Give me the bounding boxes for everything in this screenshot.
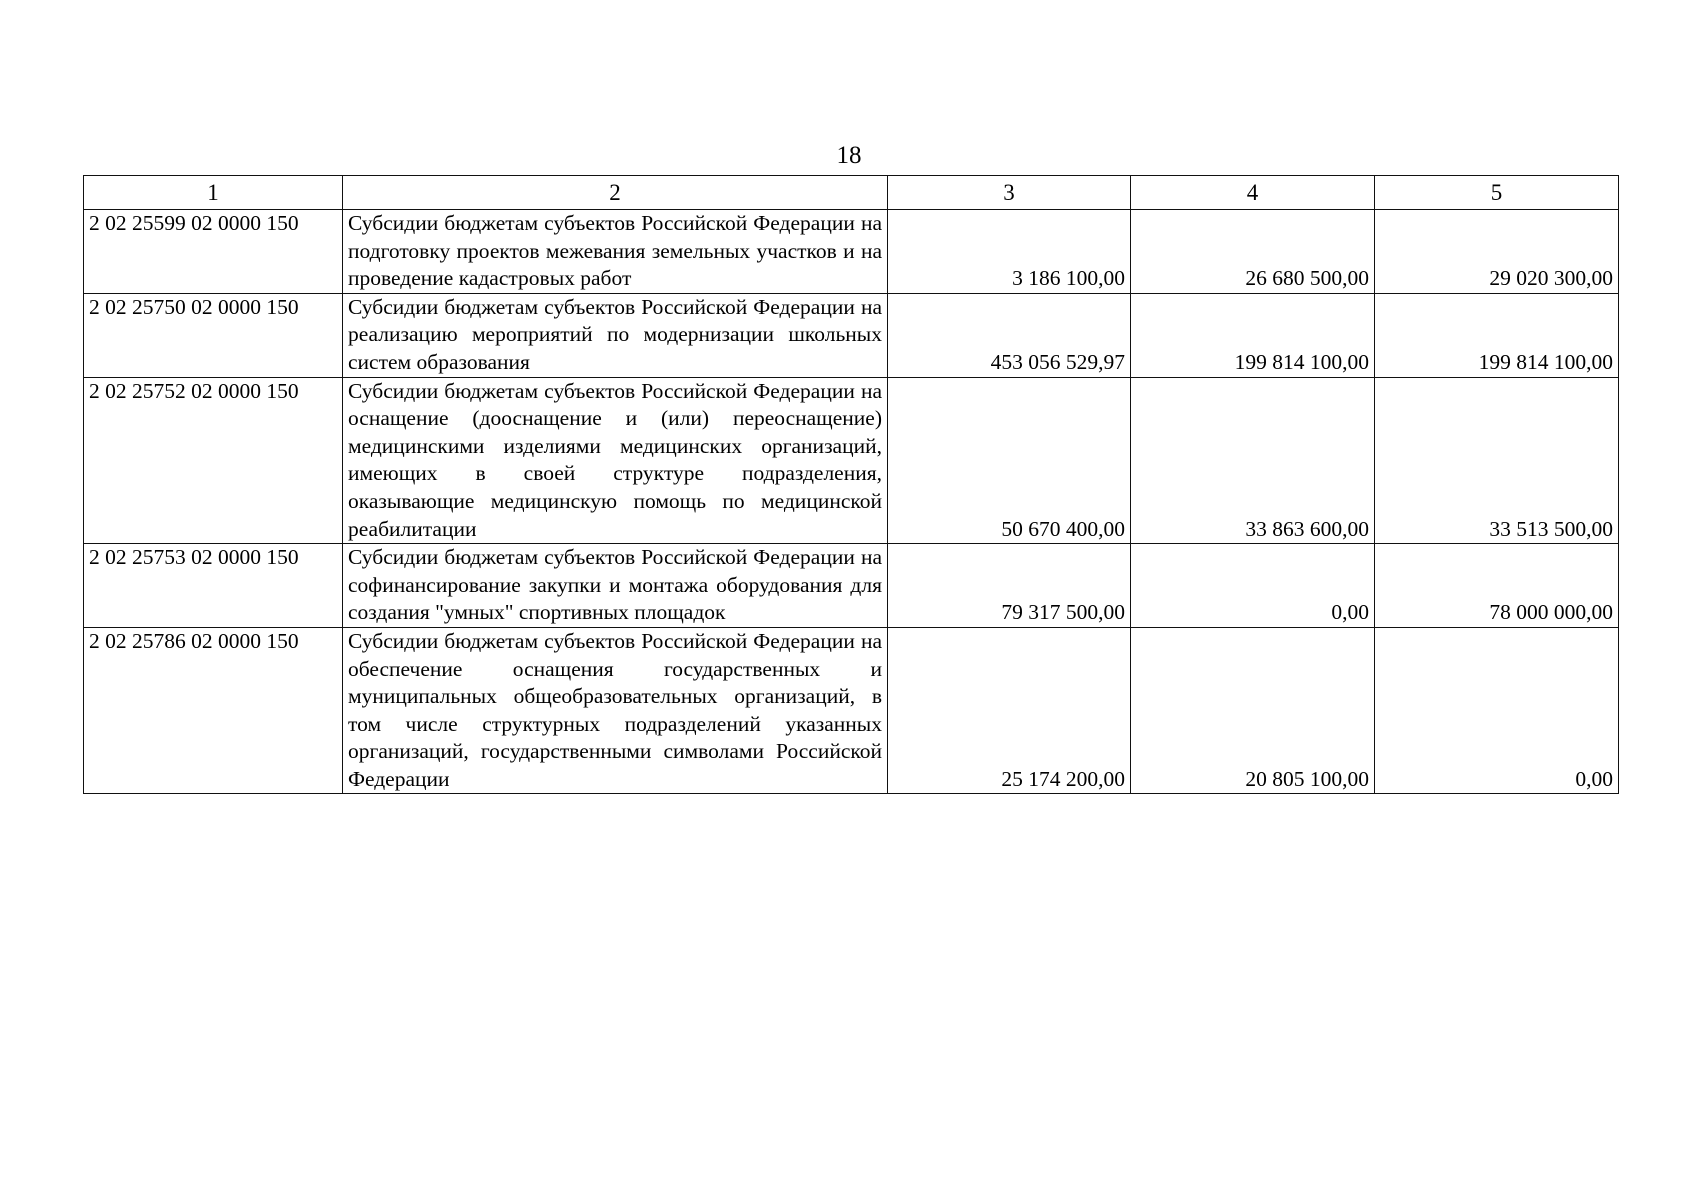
- column-header-5: 5: [1375, 176, 1619, 210]
- budget-table: [83, 175, 1619, 794]
- column-header-2: 2: [343, 176, 888, 210]
- amount-col5-cell: 199 814 100,00: [1375, 293, 1619, 377]
- page-number: 18: [836, 142, 862, 169]
- amount-col3-cell: 25 174 200,00: [888, 627, 1131, 794]
- amount-col5-cell: 29 020 300,00: [1375, 210, 1619, 294]
- amount-col4-cell: 26 680 500,00: [1131, 210, 1375, 294]
- amount-col3-cell: 453 056 529,97: [888, 293, 1131, 377]
- budget-code-cell: 2 02 25599 02 0000 150: [84, 210, 343, 294]
- amount-col5-cell: 0,00: [1375, 627, 1619, 794]
- table-row: [84, 627, 1619, 794]
- amount-col4-cell: 20 805 100,00: [1131, 627, 1375, 794]
- budget-code-cell: 2 02 25753 02 0000 150: [84, 544, 343, 628]
- description-cell: Субсидии бюджетам субъектов Российской Федерации на оснащение (дооснащение и (или) переоснащение) медицинскими изделиями медицинских организаций, имеющих в своей структуре подразделения, оказывающие медицинскую помощь по медицинской реабилитации: [343, 377, 888, 544]
- amount-col3-cell: 50 670 400,00: [888, 377, 1131, 544]
- amount-col4-cell: 33 863 600,00: [1131, 377, 1375, 544]
- description-cell: Субсидии бюджетам субъектов Российской Федерации на реализацию мероприятий по модернизации школьных систем образования: [343, 293, 888, 377]
- amount-col5-cell: 33 513 500,00: [1375, 377, 1619, 544]
- amount-col3-cell: 79 317 500,00: [888, 544, 1131, 628]
- amount-col3-cell: 3 186 100,00: [888, 210, 1131, 294]
- budget-code-cell: 2 02 25786 02 0000 150: [84, 627, 343, 794]
- amount-col4-cell: 0,00: [1131, 544, 1375, 628]
- budget-code-cell: 2 02 25752 02 0000 150: [84, 377, 343, 544]
- description-cell: Субсидии бюджетам субъектов Российской Федерации на подготовку проектов межевания земельных участков и на проведение кадастровых работ: [343, 210, 888, 294]
- column-header-3: 3: [888, 176, 1131, 210]
- table-row: [84, 544, 1619, 628]
- column-header-4: 4: [1131, 176, 1375, 210]
- budget-code-cell: 2 02 25750 02 0000 150: [84, 293, 343, 377]
- description-cell: Субсидии бюджетам субъектов Российской Федерации на софинансирование закупки и монтажа оборудования для создания "умных" спортивных площадок: [343, 544, 888, 628]
- table-header-row: [84, 176, 1619, 210]
- amount-col4-cell: 199 814 100,00: [1131, 293, 1375, 377]
- description-cell: Субсидии бюджетам субъектов Российской Федерации на обеспечение оснащения государственных и муниципальных общеобразовательных организаций, в том числе структурных подразделений указанных организаций, государственными символами Российской Федерации: [343, 627, 888, 794]
- table-row: [84, 293, 1619, 377]
- table-row: [84, 210, 1619, 294]
- table-row: [84, 377, 1619, 544]
- column-header-1: 1: [84, 176, 343, 210]
- amount-col5-cell: 78 000 000,00: [1375, 544, 1619, 628]
